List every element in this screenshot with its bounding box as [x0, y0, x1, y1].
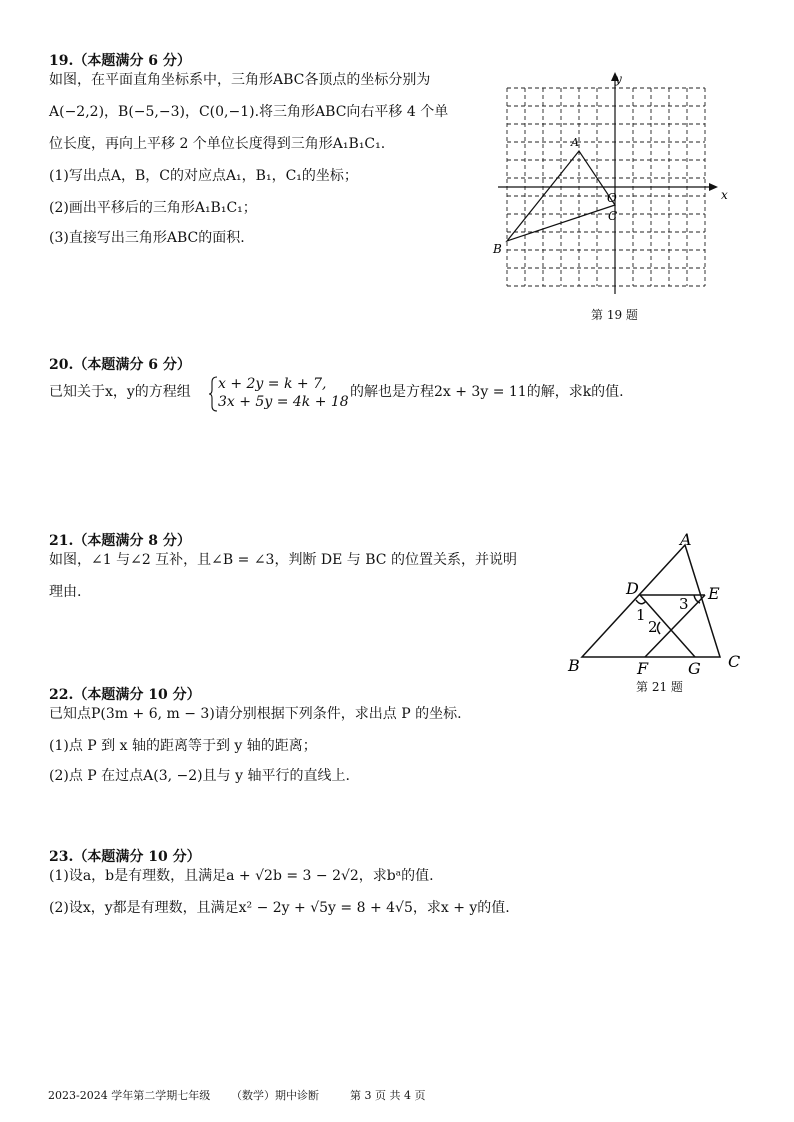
q21-triangle-figure: [560, 525, 760, 680]
angle-2-label: 2: [648, 618, 658, 636]
q19-coordinate-grid: [490, 68, 730, 298]
point-g-label: G: [688, 659, 701, 678]
point-e-label: E: [708, 584, 720, 603]
angle-3-arc: [694, 595, 700, 603]
q22-heading: 22.（本题满分 10 分）: [49, 687, 201, 703]
point-a-label: A: [680, 530, 692, 549]
origin-label: O: [607, 191, 617, 205]
q20-heading: 20.（本题满分 6 分）: [49, 357, 191, 373]
point-d-label: D: [626, 579, 639, 598]
angle-3-label: 3: [679, 595, 689, 613]
point-b-label: B: [493, 242, 502, 256]
q20-equation-1: x + 2y = k + 7,: [218, 376, 327, 392]
q22-sub-1: (1)点 P 到 x 轴的距离等于到 y 轴的距离；: [49, 738, 317, 754]
left-brace-icon: [208, 376, 218, 412]
point-b-label: B: [568, 656, 580, 675]
q20-suffix: 的解也是方程2x + 3y = 11的解，求k的值.: [350, 384, 624, 400]
q19-heading: 19.（本题满分 6 分）: [49, 53, 191, 69]
q23-sub-2: (2)设x，y都是有理数，且满足x² − 2y + √5y = 8 + 4√5，求x + y的值.: [49, 900, 510, 916]
q19-line-1: 如图，在平面直角坐标系中，三角形ABC各顶点的坐标分别为: [49, 72, 431, 88]
footer-subject: （数学）期中诊断: [231, 1089, 319, 1102]
x-axis-arrow-icon: [709, 183, 718, 191]
q23-heading: 23.（本题满分 10 分）: [49, 849, 201, 865]
q23-sub-1: (1)设a，b是有理数，且满足a + √2b = 3 − 2√2，求bᵃ的值.: [49, 868, 434, 884]
q19-line-2: A(−2,2)，B(−5,−3)，C(0,−1).将三角形ABC向右平移 4 个单: [49, 104, 449, 120]
angle-1-label: 1: [636, 606, 646, 624]
angle-2-arc: [658, 622, 661, 634]
q21-figure-caption: 第 21 题: [636, 680, 683, 694]
q19-sub-2: (2)画出平移后的三角形A₁B₁C₁；: [49, 200, 257, 216]
q20-equation-2: 3x + 5y = 4k + 18: [218, 394, 349, 410]
q21-heading: 21.（本题满分 8 分）: [49, 533, 191, 549]
x-axis-label: x: [721, 188, 728, 202]
point-f-label: F: [637, 659, 649, 678]
q19-line-3: 位长度，再向上平移 2 个单位长度得到三角形A₁B₁C₁.: [49, 136, 386, 152]
point-c-label: C: [728, 652, 741, 671]
q22-sub-2: (2)点 P 在过点A(3, −2)且与 y 轴平行的直线上.: [49, 768, 350, 784]
q21-line-1: 如图，∠1 与∠2 互补，且∠B = ∠3，判断 DE 与 BC 的位置关系，并说明: [49, 552, 517, 568]
q19-sub-1: (1)写出点A，B，C的对应点A₁，B₁，C₁的坐标；: [49, 168, 358, 184]
footer-term: 2023-2024 学年第二学期七年级: [48, 1089, 211, 1102]
q22-line-1: 已知点P(3m + 6, m − 3)请分别根据下列条件，求出点 P 的坐标.: [49, 706, 462, 722]
y-axis-label: y: [615, 72, 622, 86]
point-a-label: A: [571, 136, 579, 149]
footer-page-number: 第 3 页 共 4 页: [350, 1089, 426, 1102]
q21-line-2: 理由.: [49, 584, 82, 600]
axes: [498, 74, 716, 294]
q19-figure-caption: 第 19 题: [591, 308, 638, 322]
q19-sub-3: (3)直接写出三角形ABC的面积.: [49, 230, 245, 246]
point-c-label: C: [608, 209, 618, 223]
q20-prefix: 已知关于x，y的方程组: [49, 384, 191, 400]
